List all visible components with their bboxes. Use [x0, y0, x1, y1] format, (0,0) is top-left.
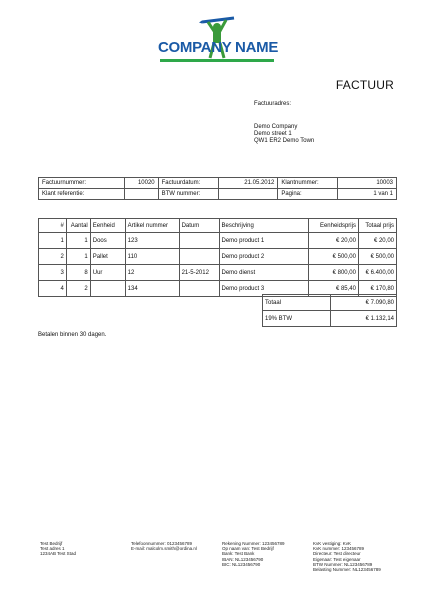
cell-date: 21-5-2012 [179, 265, 219, 281]
col-header-quantity: Aantal [66, 219, 90, 233]
cell-unit-price: € 85,40 [309, 281, 359, 297]
col-header-total-price: Totaal prijs [358, 219, 396, 233]
footer-line: Directeur: Test directeur [313, 551, 361, 557]
customer-number-label: Klantnummer: [278, 178, 338, 189]
customer-ref [124, 189, 158, 200]
footer-line: E-mail: malcolm.smith@ordina.nl [131, 546, 197, 552]
cell-article-number: 12 [125, 265, 179, 281]
cell-unit-price: € 500,00 [309, 249, 359, 265]
footer-line: Rekening Nummer: 123456789 [222, 541, 285, 546]
address-line: Demo street 1 [254, 131, 292, 137]
col-header-unit: Eenheid [90, 219, 125, 233]
totals-table [262, 294, 397, 327]
total-row [263, 295, 397, 311]
footer-line: Telefoonnummer: 0123456789 [131, 541, 193, 546]
page-title: FACTUUR [335, 78, 394, 92]
cell-article-number: 110 [125, 249, 179, 265]
logo-text: COMPANY NAME [158, 39, 279, 56]
col-header-description: Beschrijving [219, 219, 309, 233]
footer-bank [222, 541, 285, 567]
cell-total-price: € 500,00 [358, 249, 396, 265]
meta-row [39, 178, 397, 189]
col-header-number: # [39, 219, 67, 233]
footer-line: Eigenaar: Test eigenaar [313, 556, 361, 562]
customer-ref-label: Klant referentie: [39, 189, 125, 200]
footer-contact [131, 541, 197, 551]
cell-unit [90, 281, 125, 297]
footer-line: KvK nummer: 123456789 [313, 546, 365, 552]
footer-line: BTW Nummer: NL123456789 [313, 561, 373, 567]
items-header-row [39, 219, 397, 233]
payment-note: Betalen binnen 30 dagen. [38, 332, 107, 338]
cell-description: Demo product 3 [219, 281, 309, 297]
table-row [39, 249, 397, 265]
cell-date [179, 233, 219, 249]
invoice-items-table [38, 218, 397, 297]
vat-row [263, 311, 397, 327]
cell-unit: Doos [90, 233, 125, 249]
vat-value: € 1.132,14 [331, 311, 397, 327]
col-header-article-number: Artikel nummer [125, 219, 179, 233]
vat-number-label: BTW nummer: [158, 189, 218, 200]
cell-unit-price: € 20,00 [309, 233, 359, 249]
col-header-date: Datum [179, 219, 219, 233]
invoice-number: 10020 [124, 178, 158, 189]
cell-article-number: 134 [125, 281, 179, 297]
footer-line: 1234AB Test Stad [40, 551, 76, 557]
vat-number [218, 189, 278, 200]
footer-line: Belasting Nummer: NL123456789 [313, 567, 381, 573]
page-value: 1 van 1 [338, 189, 397, 200]
cell-quantity: 1 [66, 233, 90, 249]
address-label: Factuuradres: [254, 101, 292, 107]
vat-label: 19% BTW [263, 311, 331, 327]
footer-registration [313, 541, 381, 572]
footer-line: Op naam van: Test Bedrijf [222, 546, 274, 552]
cell-total-price: € 170,80 [358, 281, 396, 297]
page-label: Pagina: [278, 189, 338, 200]
footer-line: Bank: Test Bank [222, 551, 255, 557]
cell-description: Demo product 2 [219, 249, 309, 265]
company-logo [158, 16, 279, 66]
cell-quantity: 1 [66, 249, 90, 265]
footer-company [40, 541, 76, 557]
cell-number: 1 [39, 233, 67, 249]
logo-underline [160, 59, 274, 62]
footer-line: Test Bedrijf [40, 541, 63, 546]
table-row [39, 233, 397, 249]
address-block [254, 124, 314, 145]
cell-article-number: 123 [125, 233, 179, 249]
cell-total-price: € 6.400,00 [358, 265, 396, 281]
footer-line: Test adres 1 [40, 546, 65, 552]
invoice-date: 21.05.2012 [218, 178, 278, 189]
cell-total-price: € 20,00 [358, 233, 396, 249]
cell-description: Demo product 1 [219, 233, 309, 249]
total-label: Totaal [263, 295, 331, 311]
cell-unit: Pallet [90, 249, 125, 265]
customer-number: 10003 [338, 178, 397, 189]
footer-line: KvK vestiging: KvK [313, 541, 352, 546]
cell-quantity: 8 [66, 265, 90, 281]
table-row [39, 265, 397, 281]
cell-number: 3 [39, 265, 67, 281]
address-line: Demo Company [254, 124, 298, 130]
invoice-date-label: Factuurdatum: [158, 178, 218, 189]
cell-number: 4 [39, 281, 67, 297]
cell-number: 2 [39, 249, 67, 265]
cell-quantity: 2 [66, 281, 90, 297]
invoice-meta-table [38, 177, 397, 200]
cell-date [179, 249, 219, 265]
footer-line: IBAN: NL123456790 [222, 556, 264, 562]
invoice-number-label: Factuurnummer: [39, 178, 125, 189]
footer-line: BIC: NL123456790 [222, 561, 261, 567]
cell-date [179, 281, 219, 297]
cell-unit: Uur [90, 265, 125, 281]
cell-unit-price: € 800,00 [309, 265, 359, 281]
total-value: € 7.090,80 [331, 295, 397, 311]
meta-row [39, 189, 397, 200]
address-line: QW1 ER2 Demo Town [254, 138, 315, 144]
col-header-unit-price: Eenheidsprijs [309, 219, 359, 233]
cell-description: Demo dienst [219, 265, 309, 281]
